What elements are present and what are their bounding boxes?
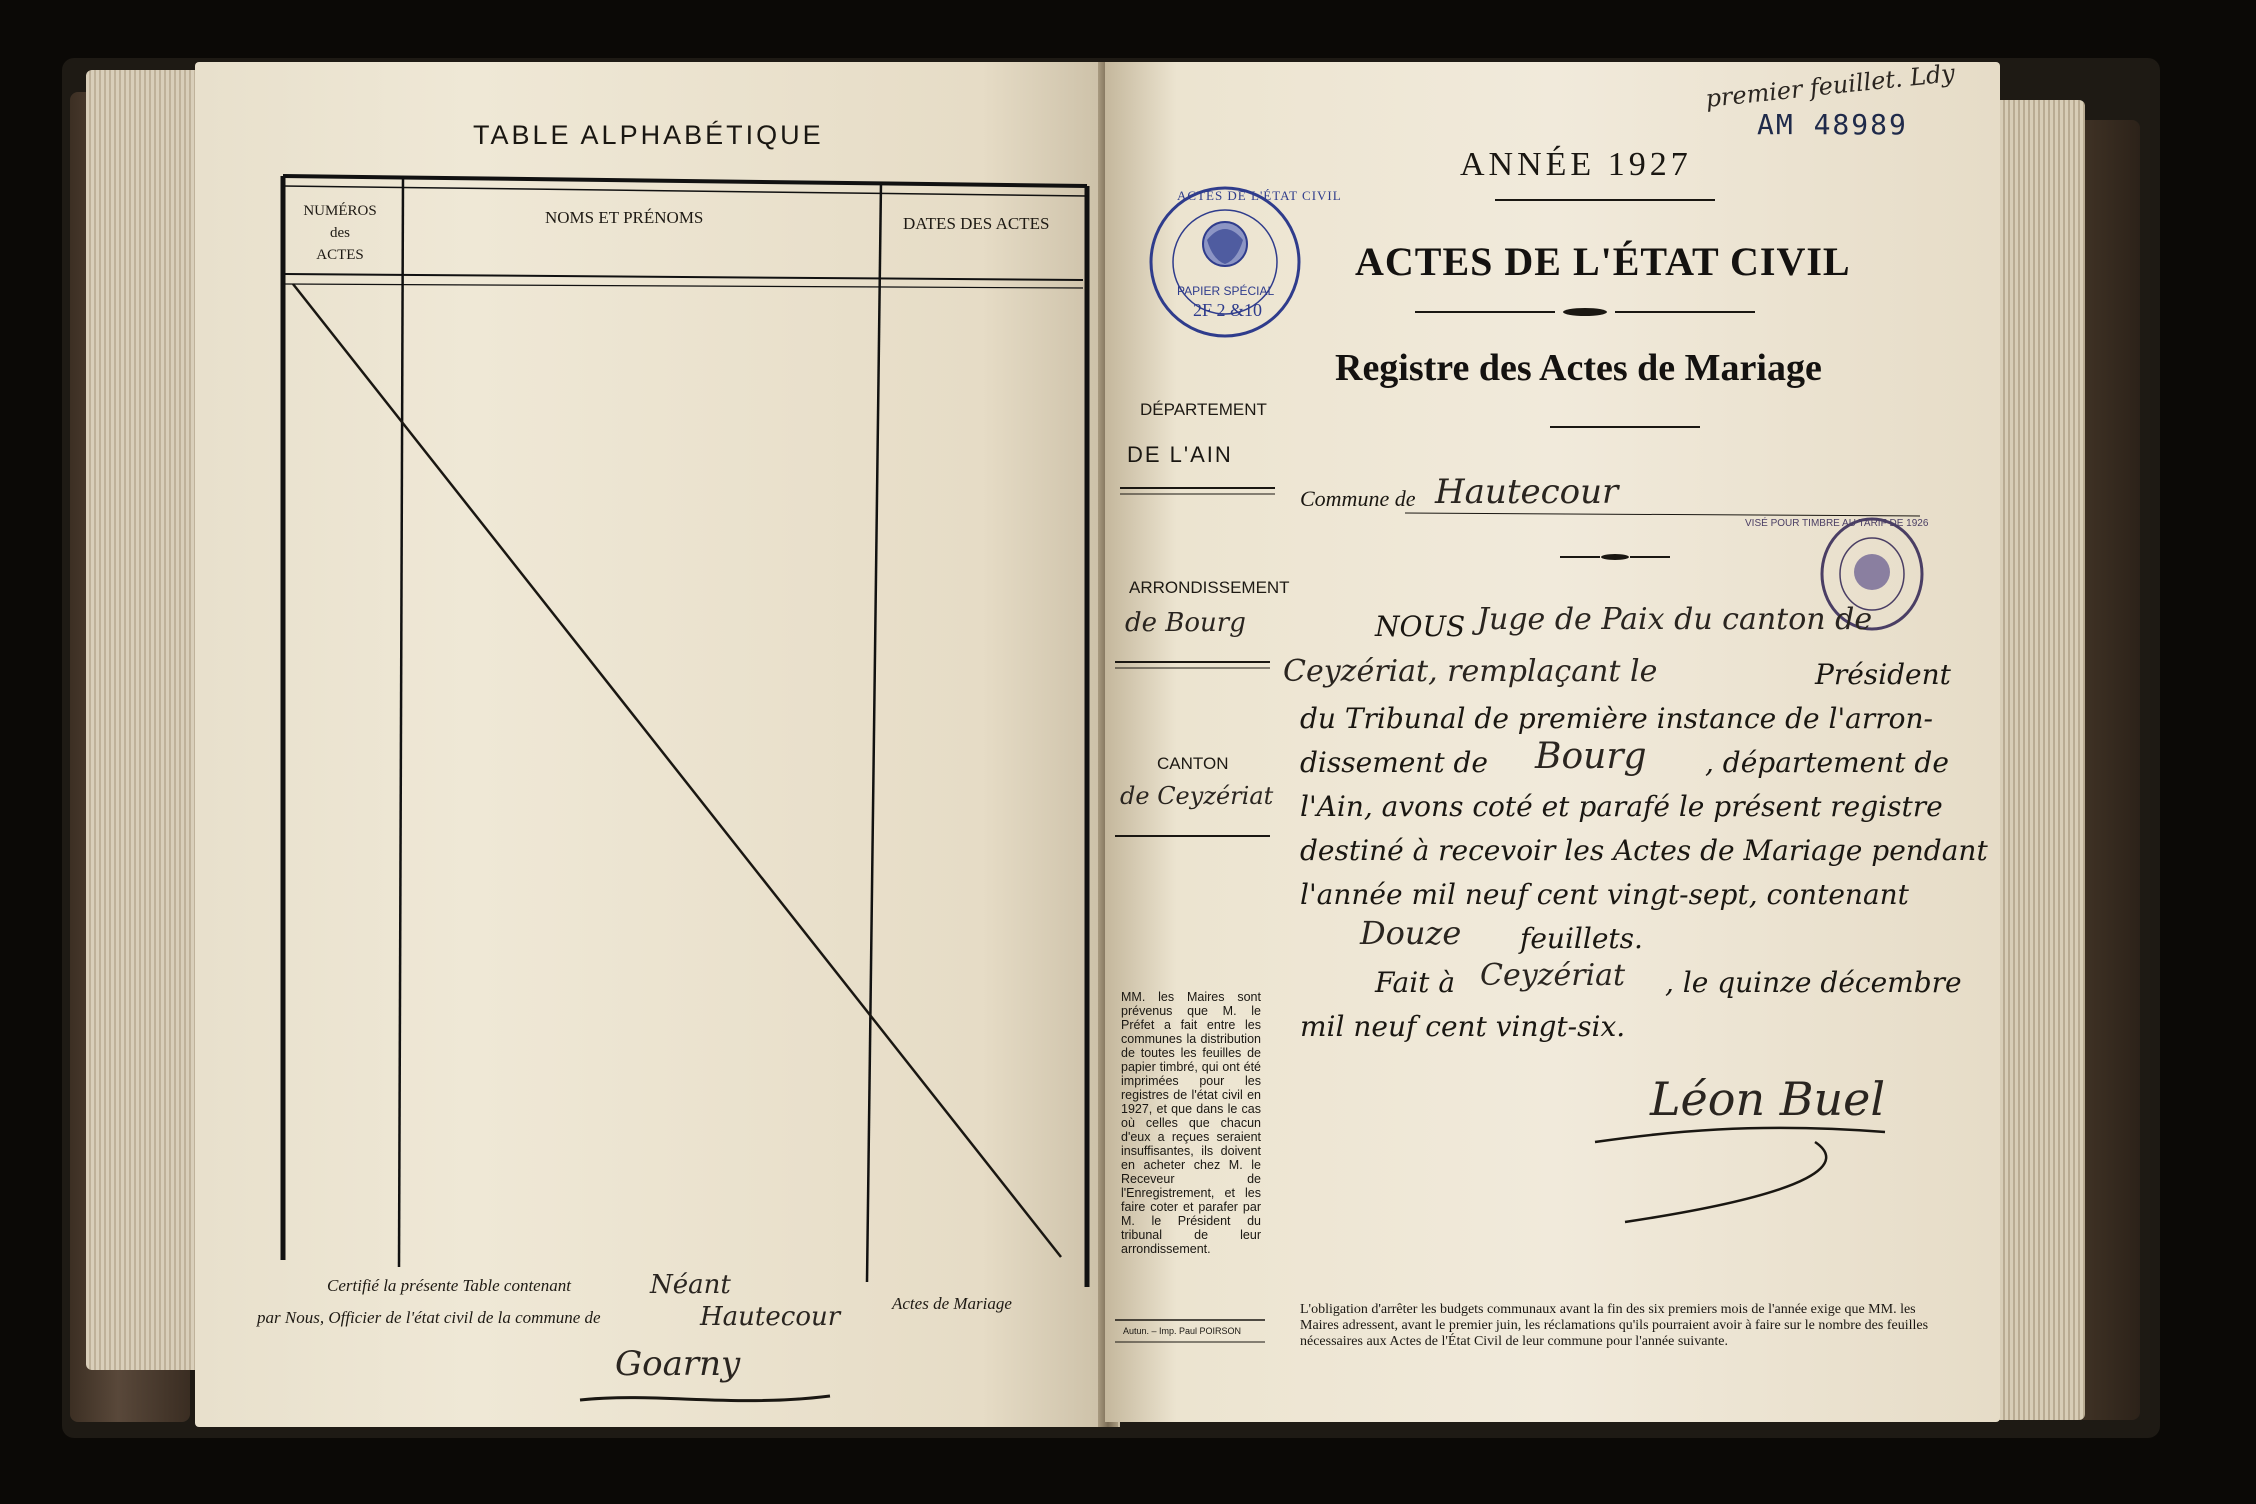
left-page bbox=[195, 62, 1120, 1427]
page-edges-left bbox=[86, 70, 206, 1370]
footer-obligation-note: L'obligation d'arrêter les budgets communaux avant la fin des six premiers mois de l'année exige que MM. les Maires adressent, avant le premier juin, les réclamations qu'ils pourraient avoir à faire sur le nombre des feuilles nécessaires aux Actes de l'État Civil de leur commune pour l'année suivante. bbox=[1300, 1302, 1929, 1349]
commune-rule bbox=[1405, 508, 1925, 518]
canton-value: de Ceyzériat bbox=[1120, 782, 1274, 810]
body-feuillets: feuillets. bbox=[1520, 922, 1643, 955]
table-grid bbox=[195, 62, 1120, 1427]
arrondissement-rule bbox=[1115, 658, 1275, 672]
col-header-numeros-l3: ACTES bbox=[316, 247, 364, 263]
body-hand-juge: Juge de Paix du canton de bbox=[1477, 602, 1873, 637]
body-line-5: l'Ain, avons coté et parafé le présent registre bbox=[1300, 790, 1943, 823]
main-heading: ACTES DE L'ÉTAT CIVIL bbox=[1355, 239, 1851, 284]
body-line-4b: , département de bbox=[1705, 746, 1949, 779]
body-date-b: mil neuf cent vingt-six. bbox=[1300, 1010, 1626, 1043]
certification-line-2: par Nous, Officier de l'état civil de la commune de bbox=[257, 1308, 601, 1327]
signature-underline bbox=[575, 1382, 835, 1412]
col-header-numeros-l2: des bbox=[330, 225, 350, 241]
mayor-signature: Goarny bbox=[615, 1344, 741, 1384]
tax-stamp-text: VISÉ POUR TIMBRE AU TARIF DE 1926 bbox=[1745, 518, 1929, 529]
departement-value: DE L'AIN bbox=[1127, 442, 1233, 467]
ornament-rule-3 bbox=[1545, 422, 1705, 432]
table-title: TABLE ALPHABÉTIQUE bbox=[473, 120, 824, 150]
col-header-numeros-l1: NUMÉROS bbox=[303, 203, 377, 219]
col-header-noms: NOMS ET PRÉNOMS bbox=[545, 208, 704, 227]
arrondissement-label: ARRONDISSEMENT bbox=[1129, 578, 1290, 597]
arrondissement-value: de Bourg bbox=[1125, 608, 1246, 638]
body-line-7: l'année mil neuf cent vingt-sept, contenant bbox=[1300, 878, 1909, 911]
col-header-dates: DATES DES ACTES bbox=[903, 214, 1050, 233]
signature-flourish bbox=[1585, 1062, 1905, 1232]
archive-code: AM 48989 bbox=[1757, 108, 1908, 141]
body-line-4a: dissement de bbox=[1300, 746, 1488, 779]
canton-rule bbox=[1115, 832, 1275, 842]
stamp-value: 2F 2 &10 bbox=[1193, 300, 1263, 320]
departement-rule bbox=[1120, 484, 1280, 498]
handwritten-count: Néant bbox=[650, 1270, 731, 1300]
body-president: Président bbox=[1815, 658, 1951, 691]
body-hand-douze: Douze bbox=[1360, 914, 1462, 952]
handwritten-commune: Hautecour bbox=[700, 1302, 841, 1332]
body-date-a: , le quinze décembre bbox=[1665, 966, 1962, 999]
judge-signature: Léon Buel bbox=[1650, 1072, 1886, 1126]
year-heading: ANNÉE 1927 bbox=[1460, 146, 1692, 183]
ornament-rule-4 bbox=[1555, 550, 1675, 564]
certification-actes: Actes de Mariage bbox=[892, 1294, 1012, 1313]
commune-value: Hautecour bbox=[1435, 472, 1619, 512]
register-subheading: Registre des Actes de Mariage bbox=[1335, 347, 1822, 389]
ornament-rule-1 bbox=[1485, 190, 1725, 210]
body-nous: NOUS bbox=[1375, 610, 1466, 643]
commune-label: Commune de bbox=[1300, 486, 1416, 511]
body-hand-bourg: Bourg bbox=[1535, 736, 1647, 777]
stamp-papier-special: PAPIER SPÉCIAL bbox=[1177, 284, 1275, 298]
stamp-ring-text: ACTES DE L'ÉTAT CIVIL bbox=[1177, 188, 1342, 203]
body-hand-lieu: Ceyzériat bbox=[1480, 958, 1626, 993]
body-line-3: du Tribunal de première instance de l'arron- bbox=[1300, 702, 1933, 735]
certification-line-1: Certifié la présente Table contenant bbox=[327, 1276, 571, 1295]
body-line-6: destiné à recevoir les Actes de Mariage pendant bbox=[1300, 834, 1988, 867]
maires-notice: MM. les Maires sont prévenus que M. le Préfet a fait entre les communes la distribution de toutes les feuilles de papier timbré, qui ont été imprimées pour les registres de l'état civil en 1927, et que dans le cas où celles que chacun d'eux a reçues seraient insuffisantes, ils doivent en acheter chez M. le Receveur de l'Enregistrement, et les faire coter et parafer par M. le Président du tribunal de leur arrondissement. bbox=[1121, 990, 1261, 1256]
ornament-rule-2 bbox=[1405, 300, 1765, 324]
archive-handwritten-note: premier feuillet. Ldy bbox=[1704, 58, 1957, 114]
printer-imprint: Autun. – Imp. Paul POIRSON bbox=[1123, 1326, 1242, 1336]
body-fait: Fait à bbox=[1375, 966, 1456, 999]
col-header-numeros bbox=[300, 200, 380, 266]
right-page bbox=[1105, 58, 2000, 1422]
departement-label: DÉPARTEMENT bbox=[1140, 400, 1267, 419]
canton-label: CANTON bbox=[1157, 754, 1229, 773]
body-hand-ceyzeriat: Ceyzériat, remplaçant le bbox=[1283, 654, 1658, 689]
